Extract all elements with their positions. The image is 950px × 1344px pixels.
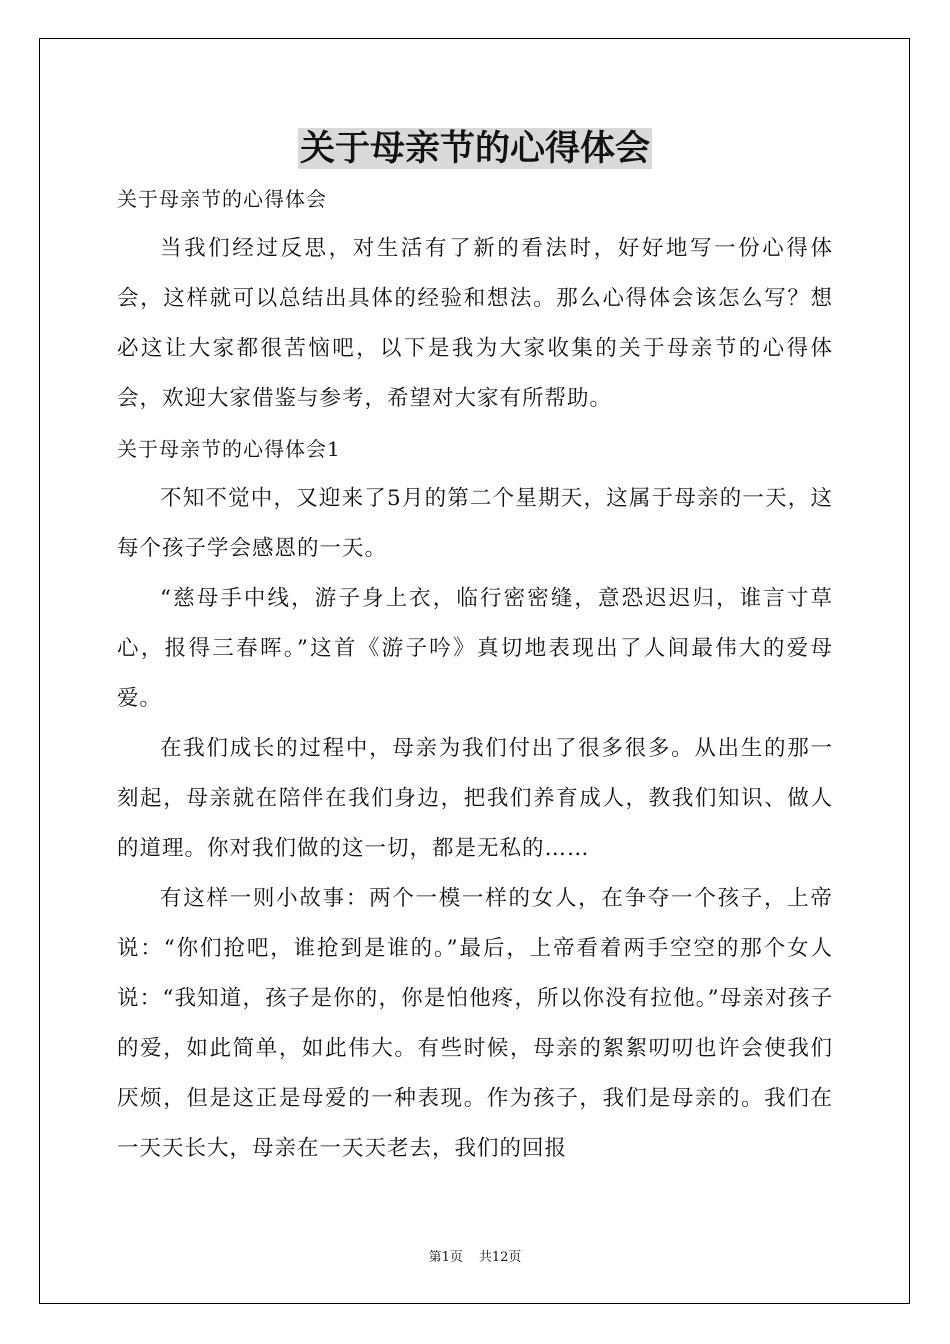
document-body: [117, 174, 833, 1174]
section-heading-1: 关于母亲节的心得体会1: [117, 437, 341, 461]
page-number: 第1页: [428, 1250, 463, 1265]
body-paragraph: 在我们成长的过程中，母亲为我们付出了很多很多。从出生的那一刻起，母亲就在陪伴在我们身边，把我们养育成人，教我们知识、做人的道理。你对我们做的这一切，都是无私的……: [117, 736, 833, 861]
document-title-text: 关于母亲节的心得体会: [299, 128, 650, 169]
section-heading: 关于母亲节的心得体会: [117, 187, 327, 211]
intro-paragraph: 当我们经过反思，对生活有了新的看法时，好好地写一份心得体会，这样就可以总结出具体的经验和想法。那么心得体会该怎么写？想必这让大家都很苦恼吧，以下是我为大家收集的关于母亲节的心得体会，欢迎大家借鉴与参考，希望对大家有所帮助。: [117, 236, 833, 411]
document-title: [0, 126, 950, 172]
body-paragraph: 不知不觉中，又迎来了5月的第二个星期天，这属于母亲的一天，这每个孩子学会感恩的一天。: [117, 486, 833, 561]
body-paragraph: “慈母手中线，游子身上衣，临行密密缝，意恐迟迟归，谁言寸草心，报得三春晖。”这首《游子吟》真切地表现出了人间最伟大的爱母爱。: [117, 586, 833, 711]
page-footer: [0, 1250, 950, 1266]
page-total: 共12页: [478, 1250, 522, 1265]
body-paragraph: 有这样一则小故事：两个一模一样的女人，在争夺一个孩子，上帝说：“你们抢吧，谁抢到是谁的。”最后，上帝看着两手空空的那个女人说：“我知道，孩子是你的，你是怕他疼，所以你没有拉他。”母亲对孩子的爱，如此简单，如此伟大。有些时候，母亲的絮絮叨叨也许会使我们厌烦，但是这正是母爱的一种表现。作为孩子，我们是母亲的。我们在一天天长大，母亲在一天天老去，我们的回报: [117, 886, 833, 1161]
